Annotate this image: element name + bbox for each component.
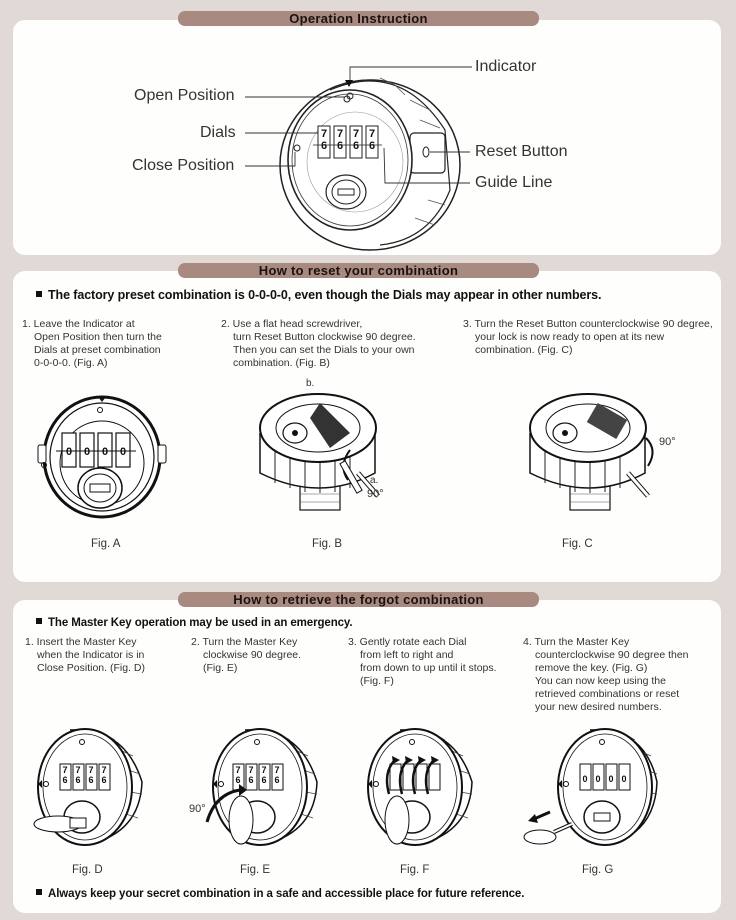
svg-text:6: 6 bbox=[88, 775, 94, 785]
fig-a-label: Fig. A bbox=[91, 538, 121, 550]
fig-b-annotation-b: b. bbox=[306, 378, 315, 389]
fig-e-angle: 90° bbox=[189, 803, 206, 815]
fig-f-label: Fig. F bbox=[400, 864, 430, 876]
svg-text:0: 0 bbox=[101, 446, 109, 458]
svg-text:7: 7 bbox=[320, 128, 328, 140]
retrieve-step-2: 2. Turn the Master Key clockwise 90 degree. (Fig. E) bbox=[191, 636, 302, 674]
svg-text:0: 0 bbox=[83, 446, 91, 458]
svg-text:6: 6 bbox=[352, 140, 360, 152]
lock-diagram-icon bbox=[0, 0, 736, 260]
retrieve-step-3: 3. Gently rotate each Dial from left to right and from down to up until it stops. (Fig. F) bbox=[348, 636, 497, 687]
reset-step-2: 2. Use a flat head screwdriver, turn Reset Button clockwise 90 degree. Then you can set the Dials to your own combination. (Fig. B) bbox=[221, 318, 416, 369]
retrieve-note: The Master Key operation may be used in an emergency. bbox=[36, 617, 352, 629]
fig-b-angle: 90° bbox=[367, 488, 384, 500]
callout-close-position: Close Position bbox=[132, 157, 235, 174]
callout-indicator: Indicator bbox=[475, 58, 537, 75]
fig-e-lock-key-turn-icon bbox=[195, 722, 325, 847]
svg-text:6: 6 bbox=[320, 140, 328, 152]
svg-text:7: 7 bbox=[336, 128, 344, 140]
svg-text:6: 6 bbox=[274, 775, 280, 785]
fig-g-lock-key-remove-icon bbox=[520, 722, 660, 847]
fig-b-label: Fig. B bbox=[312, 538, 343, 550]
fig-b-annotation-a: a. bbox=[370, 475, 379, 486]
callout-dials: Dials bbox=[200, 124, 236, 141]
reset-step-3: 3. Turn the Reset Button counterclockwise 90 degree, your lock is now ready to open at its new combination. (Fig. C) bbox=[463, 318, 713, 356]
svg-text:7: 7 bbox=[75, 765, 81, 775]
svg-text:7: 7 bbox=[88, 765, 94, 775]
fig-c-angle: 90° bbox=[659, 436, 676, 448]
fig-g-label: Fig. G bbox=[582, 864, 614, 876]
footer-note: Always keep your secret combination in a safe and accessible place for future reference. bbox=[36, 888, 524, 900]
reset-step-1: 1. Leave the Indicator at Open Position then turn the Dials at preset combination 0-0-0-0. (Fig. A) bbox=[22, 318, 162, 369]
svg-text:7: 7 bbox=[368, 128, 376, 140]
retrieve-step-4: 4. Turn the Master Key counterclockwise 90 degree then remove the key. (Fig. G) You can now keep using the retrieved combinations or reset your new desired numbers. bbox=[523, 636, 689, 713]
svg-text:0: 0 bbox=[119, 446, 127, 458]
svg-text:6: 6 bbox=[368, 140, 376, 152]
bullet-square-icon bbox=[36, 889, 42, 895]
svg-text:7: 7 bbox=[274, 765, 280, 775]
retrieve-step-1: 1. Insert the Master Key when the Indicator is in Close Position. (Fig. D) bbox=[25, 636, 145, 674]
svg-text:6: 6 bbox=[75, 775, 81, 785]
svg-text:6: 6 bbox=[235, 775, 241, 785]
svg-text:6: 6 bbox=[101, 775, 107, 785]
svg-text:7: 7 bbox=[261, 765, 267, 775]
svg-text:0: 0 bbox=[65, 446, 73, 458]
svg-text:6: 6 bbox=[261, 775, 267, 785]
svg-text:0: 0 bbox=[608, 774, 614, 784]
callout-open-position: Open Position bbox=[134, 87, 235, 104]
fig-a-lock-front-icon bbox=[30, 395, 170, 525]
fig-c-lock-reset-icon bbox=[520, 388, 670, 518]
section-title-retrieve: How to retrieve the forgot combination bbox=[178, 592, 539, 607]
bullet-square-icon bbox=[36, 618, 42, 624]
svg-text:0: 0 bbox=[582, 774, 588, 784]
fig-c-label: Fig. C bbox=[562, 538, 593, 550]
svg-text:0: 0 bbox=[595, 774, 601, 784]
bullet-square-icon bbox=[36, 291, 42, 297]
section-title-reset: How to reset your combination bbox=[178, 263, 539, 278]
svg-text:7: 7 bbox=[235, 765, 241, 775]
callout-guide-line: Guide Line bbox=[475, 174, 553, 191]
section-title-operation: Operation Instruction bbox=[178, 11, 539, 26]
svg-text:7: 7 bbox=[248, 765, 254, 775]
fig-d-label: Fig. D bbox=[72, 864, 103, 876]
svg-text:7: 7 bbox=[101, 765, 107, 775]
svg-text:7: 7 bbox=[62, 765, 68, 775]
reset-note: The factory preset combination is 0-0-0-0, even though the Dials may appear in other numbers. bbox=[36, 288, 601, 302]
svg-text:6: 6 bbox=[336, 140, 344, 152]
callout-reset-button: Reset Button bbox=[475, 143, 568, 160]
svg-text:7: 7 bbox=[352, 128, 360, 140]
svg-text:0: 0 bbox=[621, 774, 627, 784]
svg-text:6: 6 bbox=[248, 775, 254, 785]
fig-e-label: Fig. E bbox=[240, 864, 271, 876]
svg-text:6: 6 bbox=[62, 775, 68, 785]
fig-f-lock-dial-rotate-icon bbox=[355, 722, 480, 847]
fig-d-lock-key-insert-icon bbox=[30, 722, 150, 847]
